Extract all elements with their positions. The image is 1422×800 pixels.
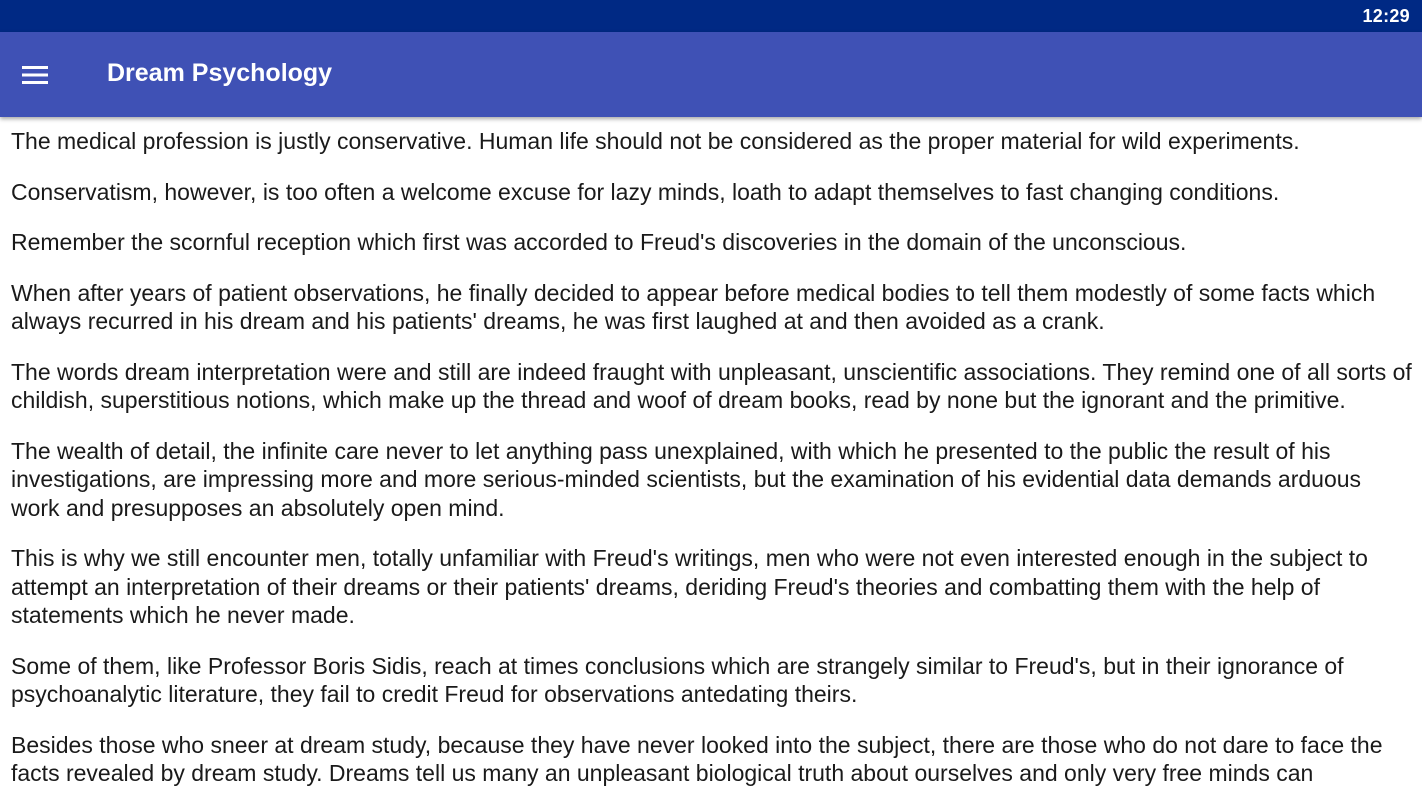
hamburger-menu-icon	[22, 65, 49, 85]
paragraph: The words dream interpretation were and still are indeed fraught with unpleasant, unscientific associations. They remind one of all sorts of childish, superstitious notions, which make up the thread and woof of dream books, read by none but the ignorant and the primitive.	[11, 358, 1412, 413]
menu-button[interactable]	[22, 53, 74, 97]
paragraph: This is why we still encounter men, totally unfamiliar with Freud's writings, men who were not even interested enough in the subject to attempt an interpretation of their dreams or their patients' dreams, deriding Freud's theories and combatting them with the help of statements which he never made.	[11, 545, 1368, 628]
book-content[interactable]	[0, 117, 1422, 800]
paragraph: Besides those who sneer at dream study, because they have never looked into the subject, there are those who do not dare to face the facts revealed by dream study. Dreams tell us many an unpleasant biological truth about ourselves and only very free minds can	[11, 731, 1383, 786]
paragraph: The medical profession is justly conservative. Human life should not be considered as the proper material for wild experiments.	[11, 128, 1300, 154]
paragraph: Remember the scornful reception which first was accorded to Freud's discoveries in the domain of the unconscious.	[11, 229, 1187, 255]
status-bar	[0, 0, 1422, 32]
paragraph: The wealth of detail, the infinite care never to let anything pass unexplained, with which he presented to the public the result of his investigations, are impressing more and more serious-minded scientists, but the examination of his evidential data demands arduous work and presupposes an absolutely open mind.	[11, 437, 1362, 521]
app-title: Dream Psychology	[107, 59, 333, 87]
paragraph: Some of them, like Professor Boris Sidis, reach at times conclusions which are strangely similar to Freud's, but in their ignorance of psychoanalytic literature, they fail to credit Freud for observations antedating theirs.	[11, 652, 1344, 707]
paragraph: Conservatism, however, is too often a welcome excuse for lazy minds, loath to adapt themselves to fast changing conditions.	[11, 178, 1280, 205]
status-time: 12:29	[1362, 6, 1410, 26]
paragraph-list	[0, 117, 1422, 788]
app-bar	[0, 32, 1422, 117]
paragraph: When after years of patient observations, he finally decided to appear before medical bodies to tell them modestly of some facts which always recurred in his dream and his patients' dreams, he was first laughed at and then avoided as a crank.	[11, 279, 1376, 334]
